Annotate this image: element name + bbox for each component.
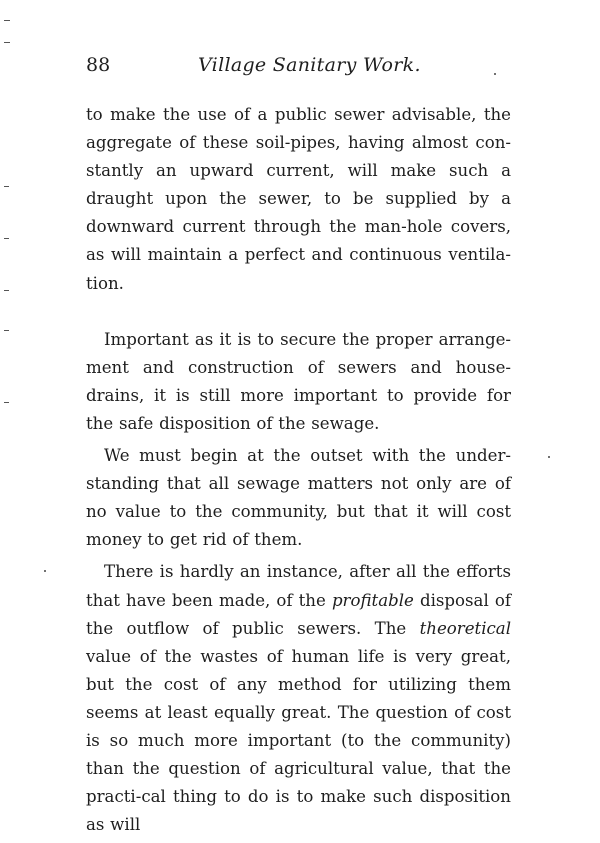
paragraph-text-part-2: disposal of the outflow of public sewers. The [86,590,511,638]
paragraph-text-part-3: value of the wastes of human life is very great, but the cost of any method for utilizing them seems at least equally great. The question of cost is so much more important (to the community) than the question of agricultural value, that the practi-cal thing to do is to make such disposition as will [86,646,511,835]
scan-speck [44,570,46,572]
scan-margin-mark [4,402,9,403]
scan-margin-mark [4,330,9,331]
paragraph-text-part-1: There is hardly an instance, after all the efforts that have been made, of the [86,562,511,610]
scan-margin-mark [4,42,10,43]
scan-speck [548,456,550,458]
emphasis-profitable: profitable [331,590,414,610]
scan-speck [494,73,496,75]
paragraph-profitable-disposal [86,558,511,839]
paragraph-sewage-cost: We must begin at the outset with the under-standing that all sewage matters not only are of no value to the community, but that it will cost money to get rid of them. [86,446,511,550]
paragraph-sewage-disposition: Important as it is to secure the proper arrange-ment and construction of sewers and house-drains, it is still more important to provide for the safe disposition of the sewage. [86,329,511,433]
scan-margin-mark [4,238,9,239]
running-title: Village Sanitary Work. [198,54,421,76]
scan-margin-mark [4,20,10,21]
page-header [86,54,516,84]
page-number: 88 [86,54,111,76]
scan-margin-mark [4,186,9,187]
body-text [86,101,511,839]
emphasis-theoretical: theoretical [419,618,511,638]
scan-margin-mark [4,290,9,291]
paragraph-continuation: to make the use of a public sewer advisable, the aggregate of these soil-pipes, having almost con-stantly an upward current, will make such a draught upon the sewer, to be supplied by a downward current through the man-hole covers, as will maintain a perfect and continuous ventila-tion. [86,105,511,293]
